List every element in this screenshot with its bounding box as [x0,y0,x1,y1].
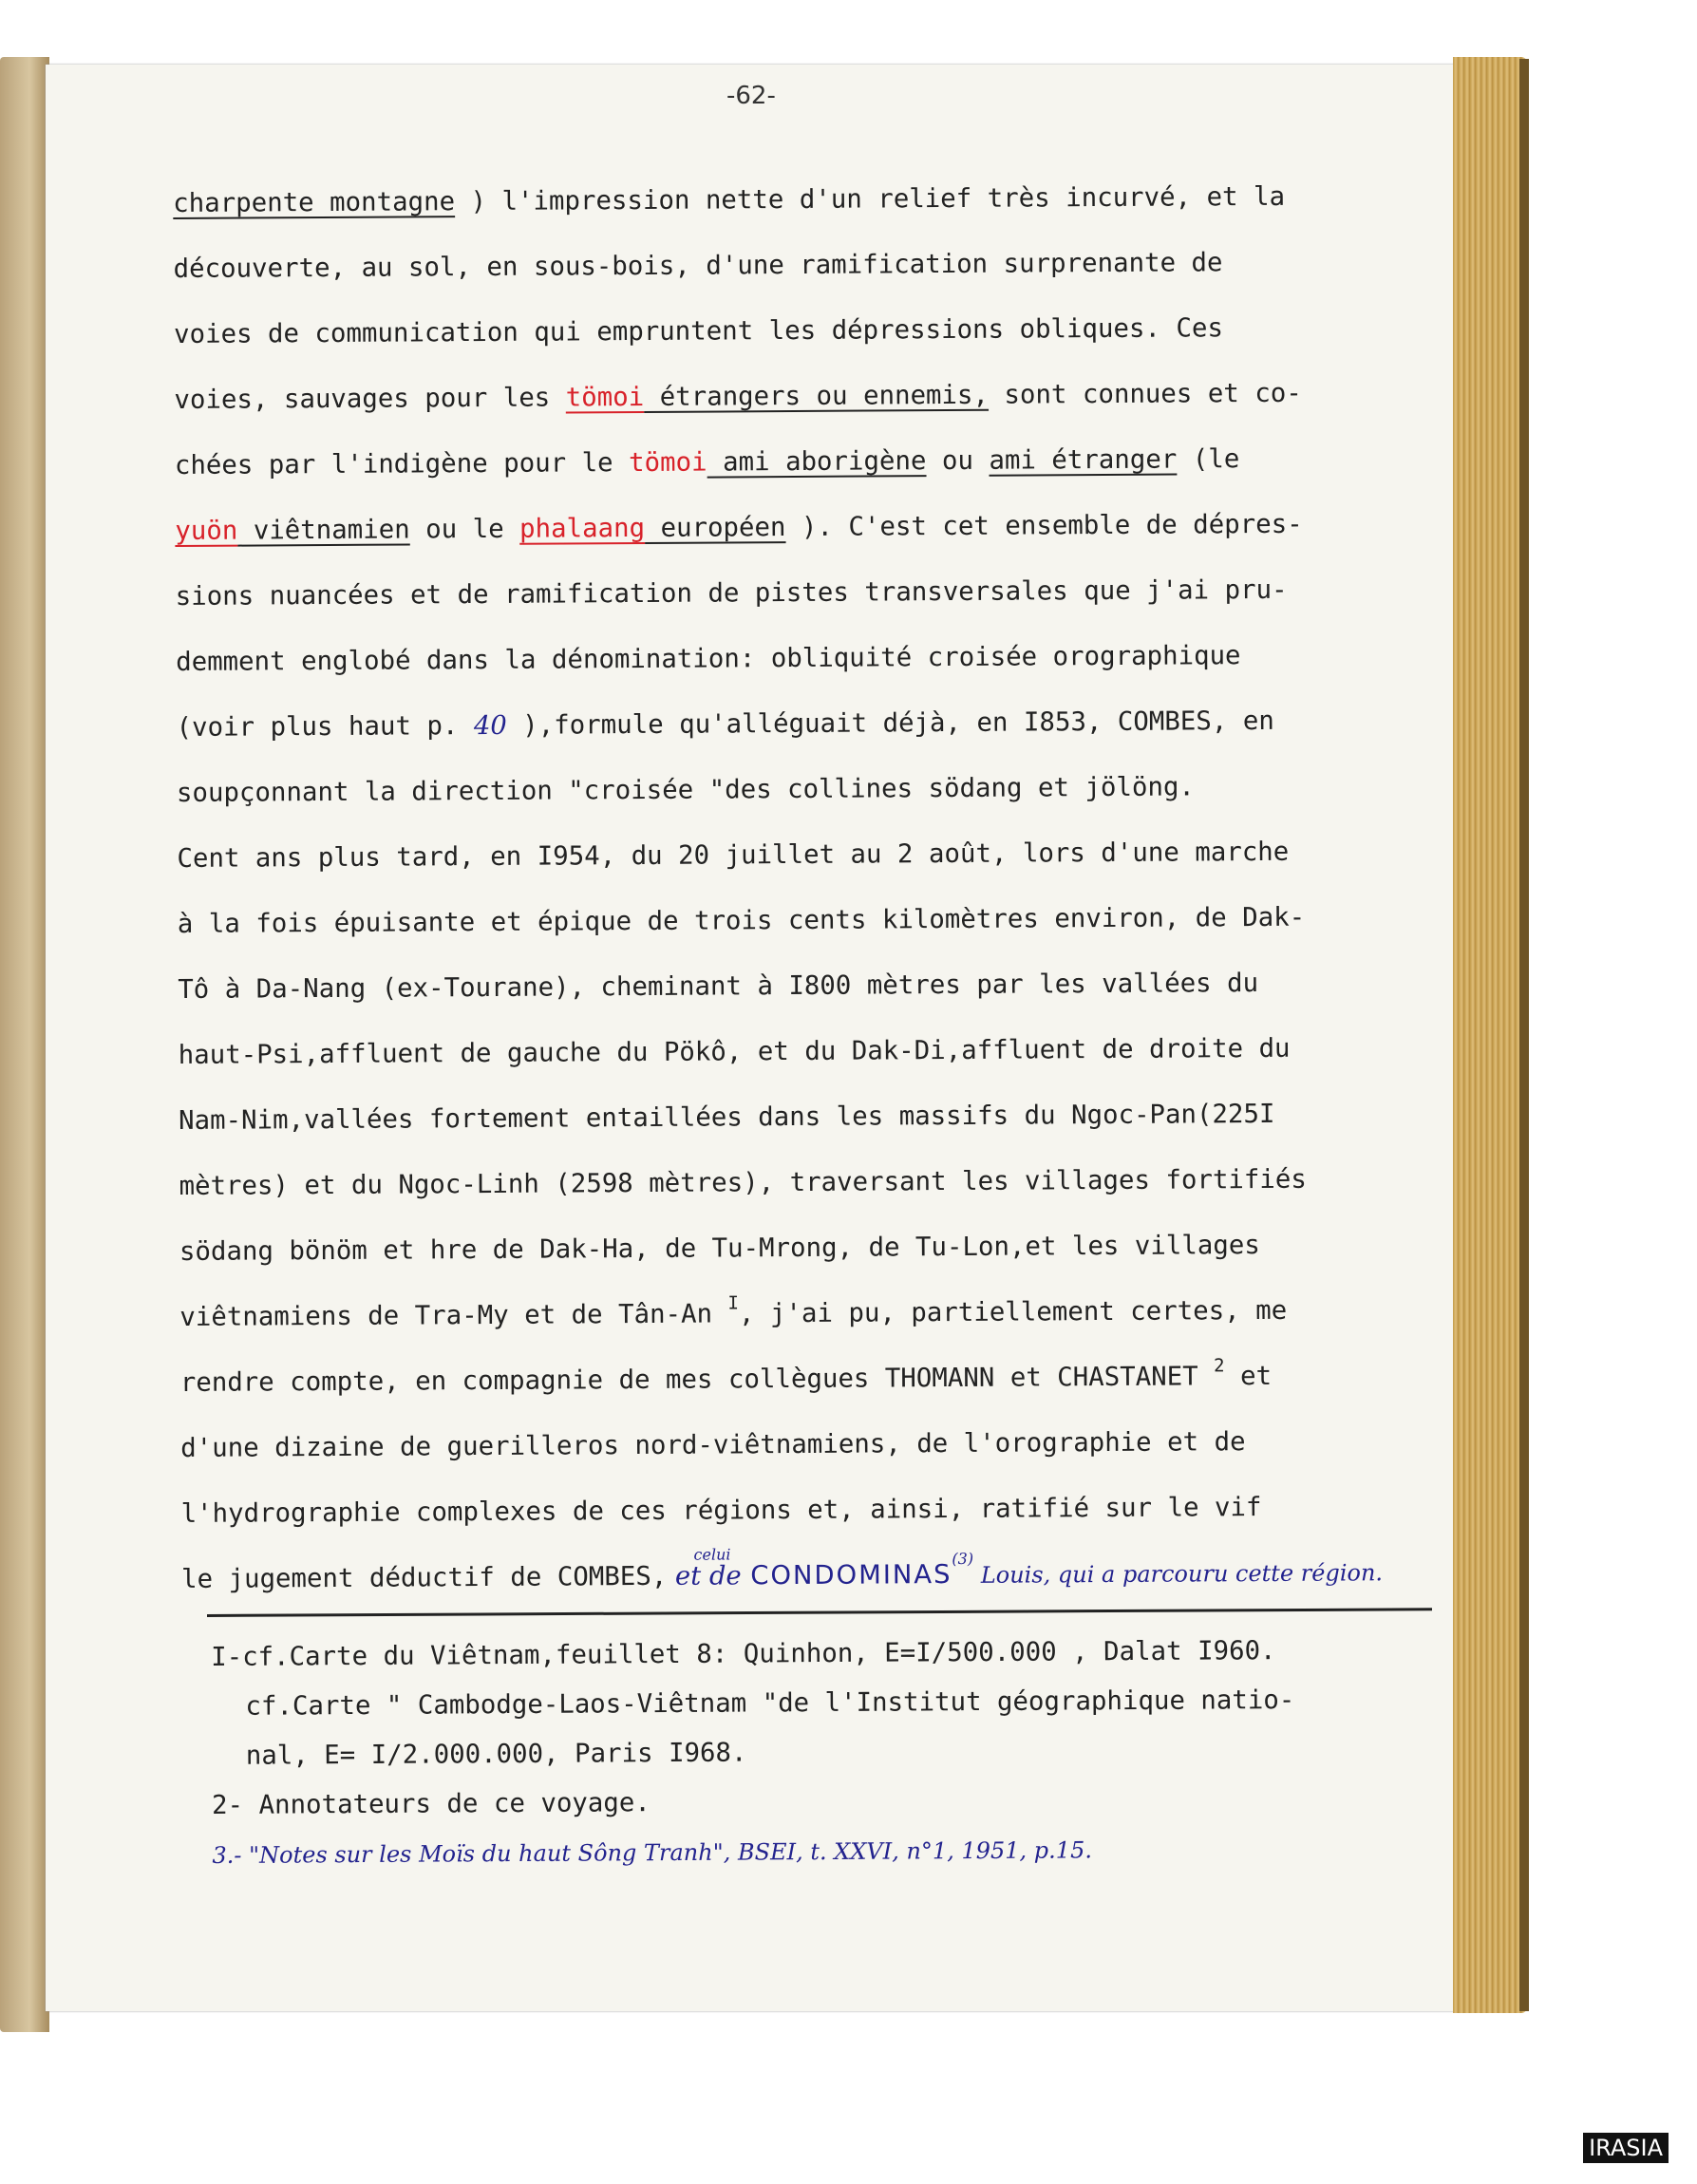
text-run: , j'ai pu, partiellement certes, me [738,1295,1288,1329]
text-run: rendre compte, en compagnie de mes collègues THOMANN et CHASTANET [179,1362,1215,1398]
text-run: ). C'est cet ensemble de dépres- [785,509,1303,543]
text-line [175,425,1466,499]
handwritten-annotation: et de [667,1561,742,1591]
text-line: l'hydrographie complexes de ces régions et, ainsi, ratifié sur le vif [180,1493,1262,1529]
footnote: nal, E= I/2.000.000, Paris I968. [245,1738,747,1771]
red-term: tömoi [629,447,707,479]
text-line: à la fois épuisante et épique de trois cents kilomètres environ, de Dak- [177,902,1306,939]
text-line: Cent ans plus tard, en I954, du 20 juillet au 2 août, lors d'une marche [177,837,1290,874]
main-text [173,163,1473,1612]
footnote: cf.Carte " Cambodge-Laos-Viêtnam "de l'Institut géographique natio- [245,1685,1295,1722]
footnotes [211,1626,1466,1880]
text-run: ),formule qu'alléguait déjà, en I853, COMBES, en [506,706,1274,741]
footnote: I-cf.Carte du Viêtnam,feuillet 8: Quinhon, E=I/500.000 , Dalat I960. [211,1636,1276,1672]
text-run: ou le [409,514,520,545]
text-run: ou [926,445,990,477]
underlined-term: ami aborigène [707,446,927,478]
page-number: -62- [726,82,776,110]
text-line: voies de communication qui empruntent les dépressions obliques. Ces [173,313,1224,349]
book-spine [0,57,49,2032]
text-line: Tô à Da-Nang (ex-Tourane), cheminant à I800 mètres par les vallées du [178,969,1259,1005]
text-line: mètres) et du Ngoc-Linh (2598 mètres), traversant les villages fortifiés [179,1164,1307,1201]
text-line: demment englobé dans la dénomination: obliquité croisée orographique [176,641,1241,677]
text-line [181,1539,1473,1612]
text-line [173,163,1464,236]
text-run: sont connues et co- [988,378,1302,410]
text-line: d'une dizaine de guerilleros nord-viêtnamiens, de l'orographie et de [180,1427,1246,1463]
footnote: 2- Annotateurs de ce voyage. [212,1788,651,1820]
text-line [176,687,1467,761]
red-term: phalaang [519,513,646,544]
text-run: ) l'impression nette d'un relief très incurvé, et la [454,181,1286,217]
text-line: sions nuancées et de ramification de pistes transversales que j'ai pru- [175,574,1288,612]
text-run: (voir plus haut p. [176,711,474,743]
red-term: yuön [175,516,238,546]
text-run: voies, sauvages pour les [174,383,566,415]
underlined-term: viêtnamien [237,515,410,546]
watermark-logo: IRASIA [1583,2133,1669,2163]
text-line [179,1277,1471,1350]
text-run: le jugement déductif de COMBES, [180,1561,668,1594]
text-line: découverte, au sol, en sous-bois, d'une ramification surprenante de [173,248,1223,284]
underlined-term: étrangers ou ennemis, [644,380,990,412]
text-line [175,491,1466,564]
handwritten-name: CONDOMINAS [740,1560,952,1591]
text-line: södang bönöm et hre de Dak-Ha, de Tu-Mrong, de Tu-Lon,et les villages [179,1231,1260,1267]
handwritten-insertion: celui [693,1545,731,1564]
text-line [180,1343,1472,1416]
red-term: tömoi [565,382,645,413]
text-run: (le [1177,444,1240,475]
text-run: chées par l'indigène pour le [174,448,630,480]
footnote-marker: (3) [952,1549,974,1569]
underlined-term: charpente montagne [173,187,456,218]
footnote-marker: 2 [1214,1355,1225,1377]
text-line: Nam-Nim,vallées fortement entaillées dans les massifs du Ngoc-Pan(225I [179,1099,1275,1136]
text-line: soupçonnant la direction "croisée "des collines södang et jölöng. [176,772,1195,808]
handwritten-number: 40 [473,710,507,742]
text-line [174,360,1465,433]
underlined-term: européen [644,513,786,543]
underlined-term: ami étranger [989,444,1178,476]
handwritten-footnote: 3.- "Notes sur les Moïs du haut Sông Tranh", BSEI, t. XXVI, n°1, 1951, p.15. [212,1836,1093,1869]
handwritten-annotation: Louis, qui a parcouru cette région. [973,1559,1384,1589]
text-line: haut-Psi,affluent de gauche du Pökô, et du Dak-Di,affluent de droite du [178,1033,1291,1070]
text-run: viêtnamiens de Tra-My et de Tân-An [179,1299,728,1332]
text-run: et [1224,1361,1273,1392]
book-cover-edge [1519,59,1529,2011]
footnote-marker: I [727,1292,739,1314]
